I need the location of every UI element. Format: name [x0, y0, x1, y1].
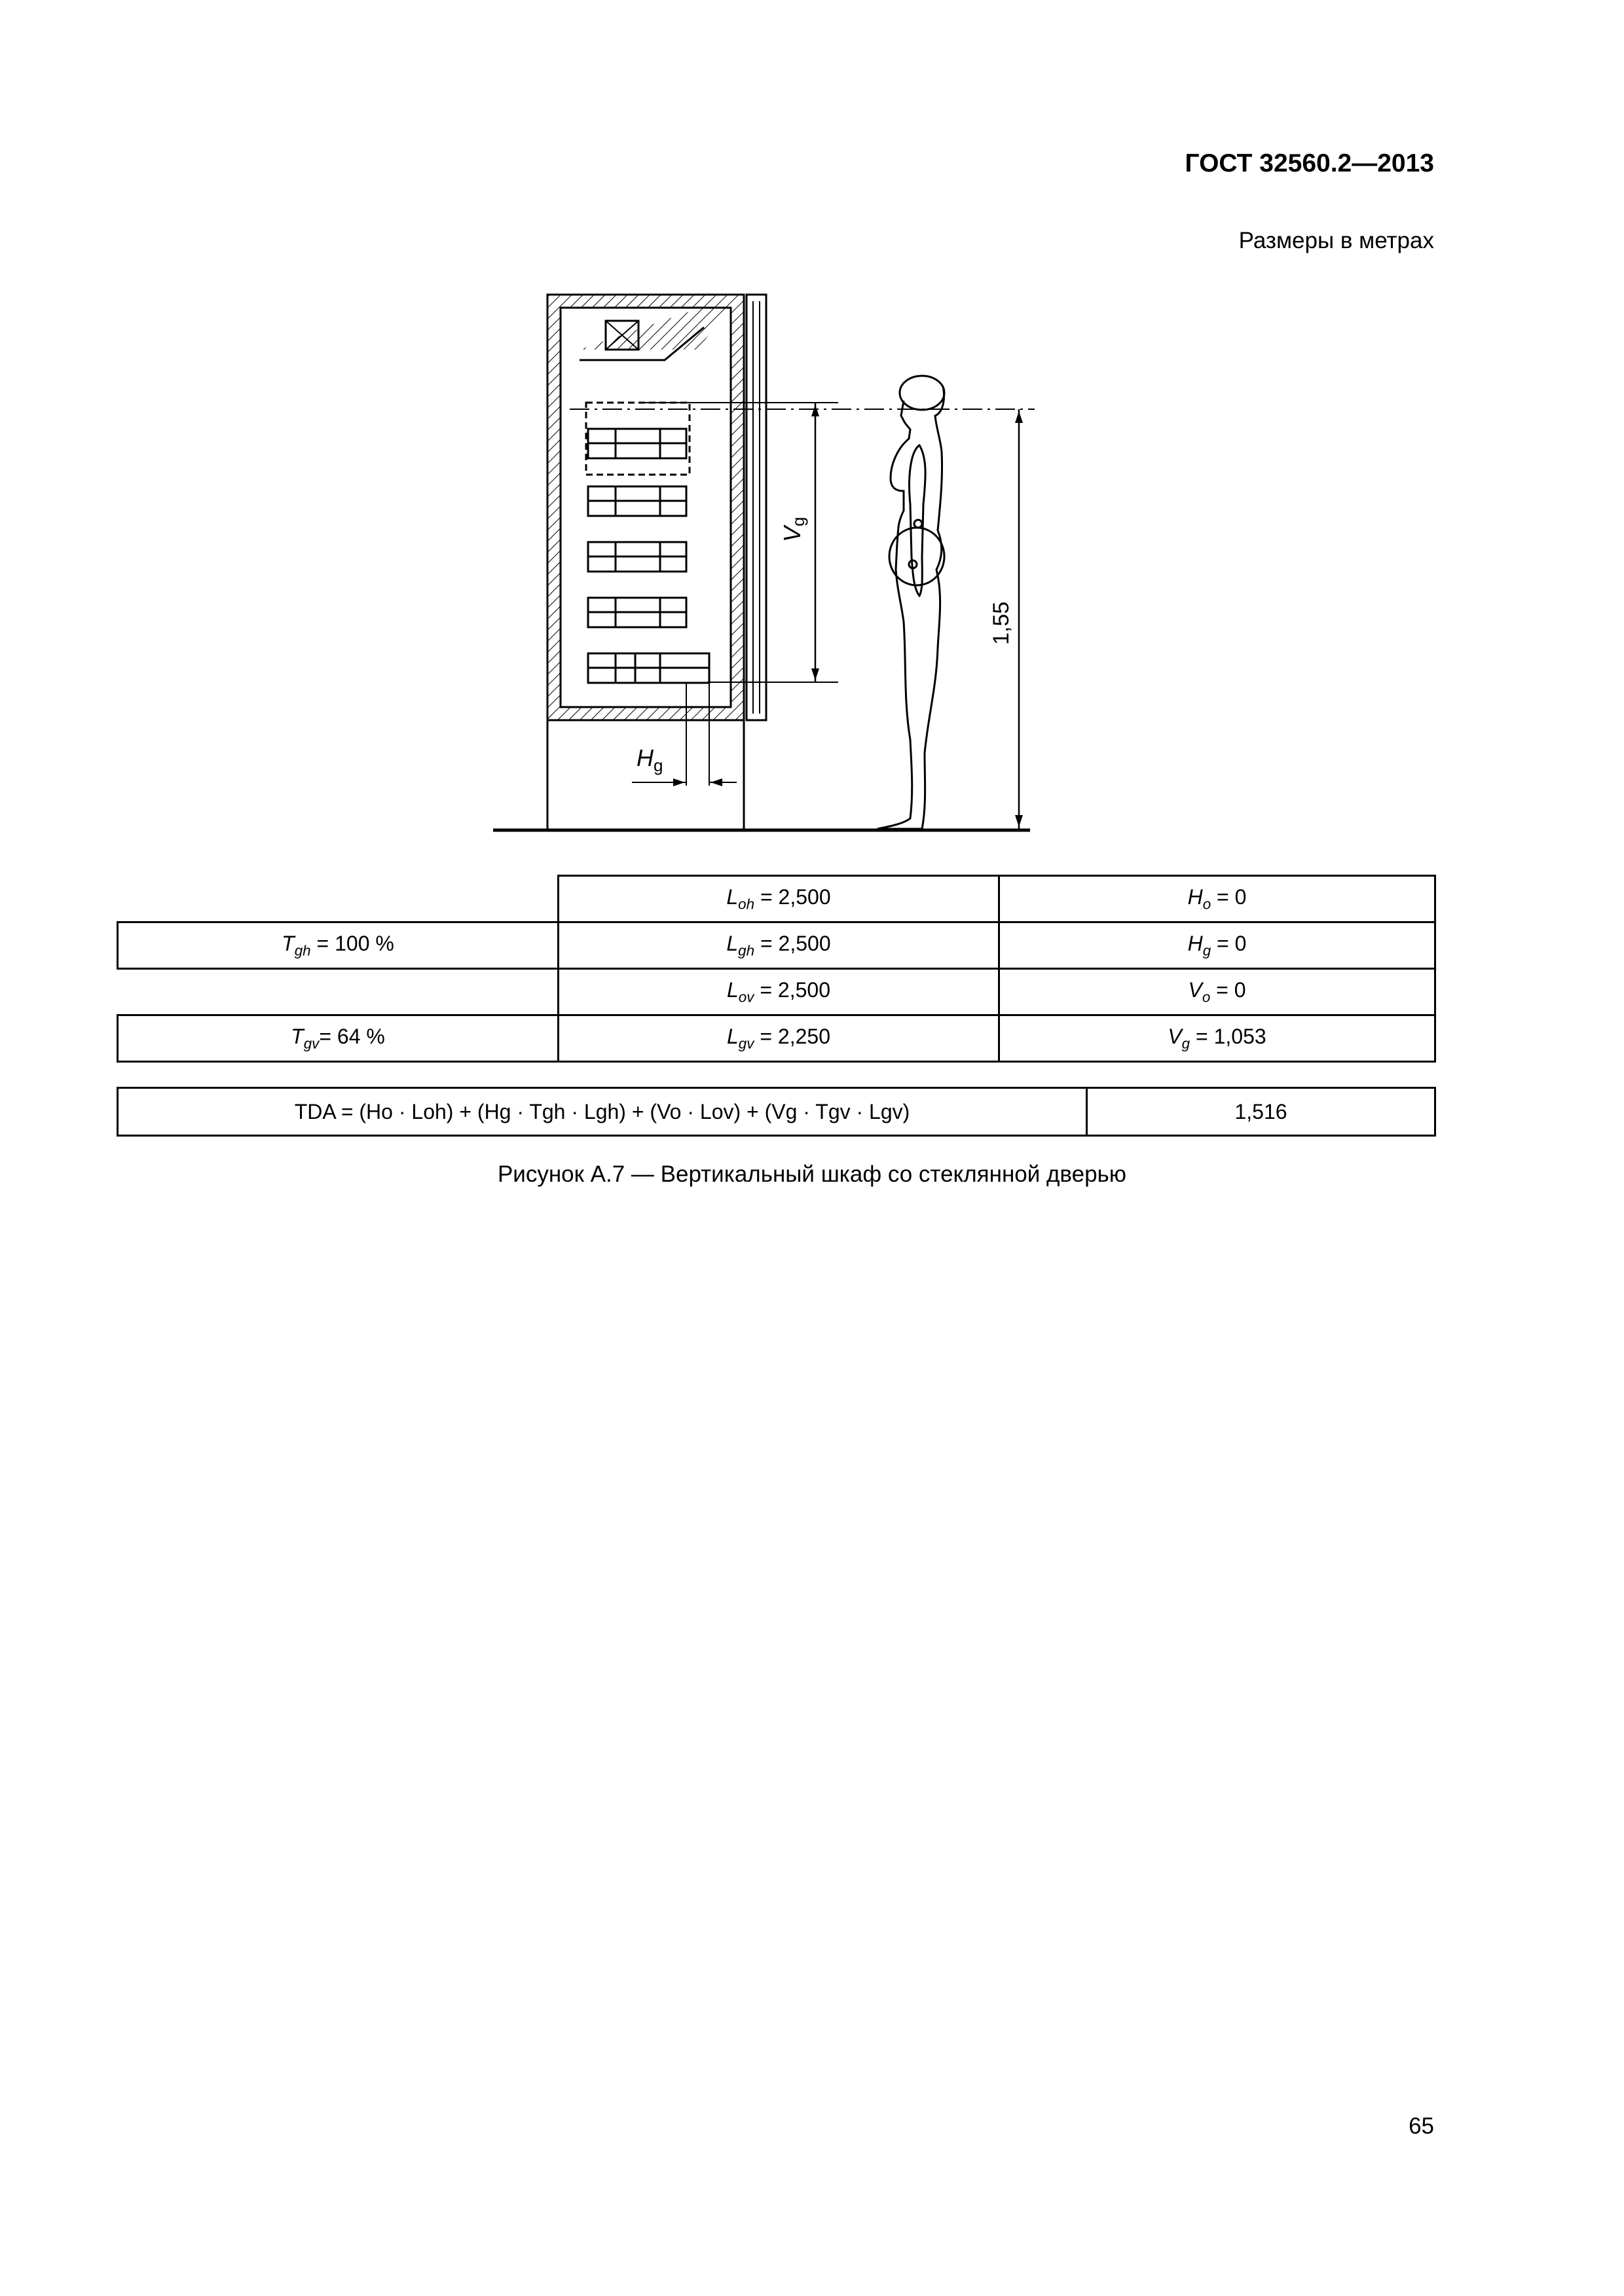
- table-cell: $V_g = 1,053$: [999, 1015, 1435, 1062]
- human-figure: [877, 376, 944, 829]
- table-row: [118, 969, 1435, 1015]
- parameters-table: [117, 875, 1436, 1063]
- table-cell: $L_{gv} = 2,250$: [559, 1015, 999, 1062]
- table-row: [118, 1088, 1435, 1136]
- table-row: [118, 876, 1435, 922]
- table-cell: [118, 969, 559, 1015]
- hg-label: $H_g$: [637, 744, 663, 775]
- page-number: 65: [1409, 2113, 1434, 2139]
- cabinet-plinth: [547, 720, 744, 830]
- height-label: 1,55: [989, 601, 1014, 645]
- table-cell: $T_{gh} = 100$ %: [118, 922, 559, 969]
- table-cell: $L_{ov} = 2,500$: [559, 969, 999, 1015]
- tda-result: 1,516: [1087, 1088, 1435, 1136]
- cabinet-figure: [485, 282, 1048, 838]
- tda-formula-table: [117, 1087, 1436, 1137]
- vg-label: Vg: [779, 517, 808, 542]
- table-row: [118, 1015, 1435, 1062]
- standard-number: ГОСТ 32560.2—2013: [1185, 149, 1434, 177]
- tda-formula: TDA = (Ho · Loh) + (Hg · Tgh · Lgh) + (Vo · Lov) + (Vg · Tgv · Lgv): [118, 1088, 1087, 1136]
- glass-door: [747, 295, 766, 720]
- table-cell: $L_{oh} = 2,500$: [559, 876, 999, 922]
- table-cell: $T_{gv}= 64$ %: [118, 1015, 559, 1062]
- table-cell: $L_{gh} = 2,500$: [559, 922, 999, 969]
- units-note: Размеры в метрах: [1238, 228, 1434, 253]
- table-cell: $V_o = 0$: [999, 969, 1435, 1015]
- table-row: [118, 922, 1435, 969]
- table-cell: $H_o = 0$: [999, 876, 1435, 922]
- cabinet-drawing: [485, 282, 1048, 838]
- figure-caption: Рисунок А.7 — Вертикальный шкаф со стеклянной дверью: [497, 1161, 1127, 1187]
- table-cell: [118, 876, 559, 922]
- table-cell: $H_g = 0$: [999, 922, 1435, 969]
